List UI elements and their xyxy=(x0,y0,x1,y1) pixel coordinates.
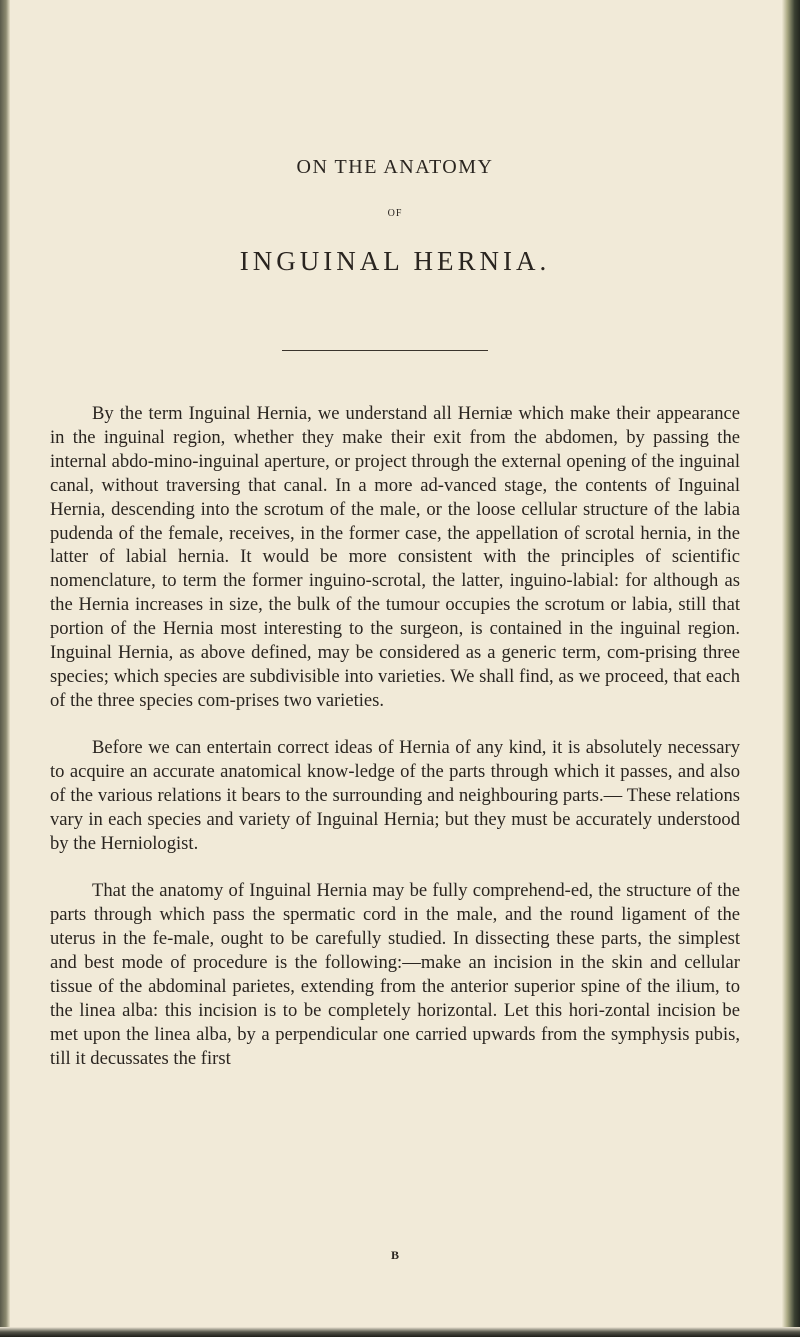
paragraph-1: By the term Inguinal Hernia, we understand all Herniæ which make their appearance in the inguinal region, whether they make their exit from the abdomen, by passing the internal abdo-mino-inguinal aperture, or project through the external opening of the inguinal canal, without traversing that canal. In a more ad-vanced stage, the contents of Inguinal Hernia, descending into the scrotum of the male, or the loose cellular structure of the labia pudenda of the female, receives, in the former case, the appellation of scrotal hernia, in the latter of labial hernia. It would be more consistent with the principles of scientific nomenclature, to term the former inguino-scrotal, the latter, inguino-labial: for although as the Hernia increases in size, the bulk of the tumour occupies the scrotum or labia, still that portion of the Hernia most interesting to the surgeon, is contained in the inguinal region. Inguinal Hernia, as above defined, may be considered as a generic term, com-prising three species; which species are subdivisible into varieties. We shall find, as we proceed, that each of the three species com-prises two varieties. xyxy=(50,403,740,711)
book-page xyxy=(50,0,740,1337)
title-rule xyxy=(282,350,488,351)
body-text xyxy=(50,402,740,1094)
scan-edge-right xyxy=(782,0,800,1337)
signature-mark: B xyxy=(390,1248,399,1262)
paragraph-3: That the anatomy of Inguinal Hernia may be fully comprehend-ed, the structure of the parts through which pass the spermatic cord in the male, and the round ligament of the uterus in the fe-male, ought to be carefully studied. In dissecting these parts, the simplest and best mode of procedure is the following:—make an incision in the skin and cellular tissue of the abdominal parietes, extending from the anterior superior spine of the ilium, to the linea alba: this incision is to be completely horizontal. Let this hori-zontal incision be met upon the linea alba, by a perpendicular one carried upwards from the symphysis pubis, till it decussates the first xyxy=(50,880,740,1069)
title-line-1: ON THE ANATOMY xyxy=(296,156,494,178)
title-line-2: INGUINAL HERNIA. xyxy=(239,246,551,276)
paragraph-2: Before we can entertain correct ideas of Hernia of any kind, it is absolutely necessary to acquire an accurate anatomical know-ledge of the parts through which it passes, and also of the various relations it bears to the surrounding and neighbouring parts.— These relations vary in each species and variety of Inguinal Hernia; but they must be accurately understood by the Herniologist. xyxy=(50,737,740,854)
title-of: OF xyxy=(387,208,403,219)
scan-edge-left xyxy=(0,0,10,1337)
